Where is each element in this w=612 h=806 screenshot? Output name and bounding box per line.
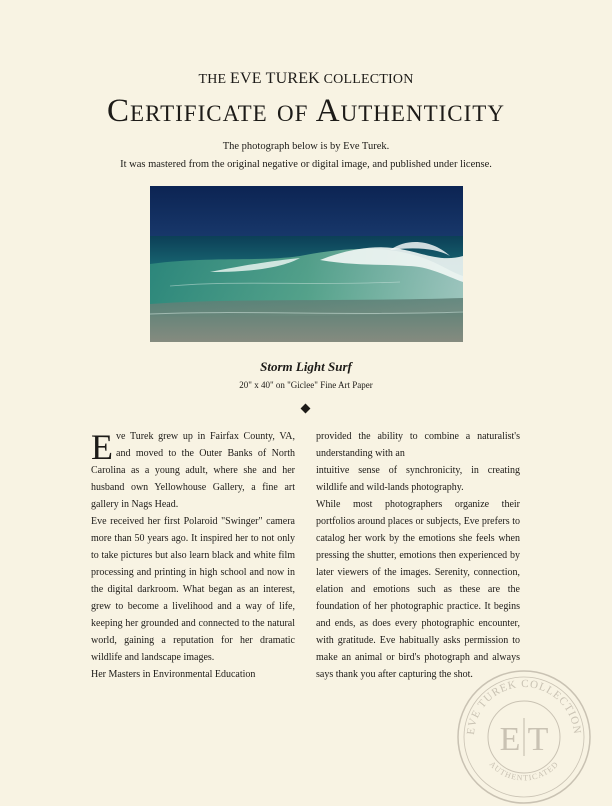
certificate-title: Certificate of Authenticity xyxy=(107,93,505,129)
bio-column-left xyxy=(91,428,295,683)
bio-column-right xyxy=(316,428,520,683)
diamond-ornament-icon xyxy=(301,404,311,414)
collection-suffix: COLLECTION xyxy=(319,72,414,87)
artwork-title: Storm Light Surf xyxy=(260,359,352,374)
intro-line-1: The photograph below is by Eve Turek. xyxy=(222,141,390,152)
intro-line-2: It was mastered from the original negative or digital image, and published under license. xyxy=(120,159,492,170)
surf-photograph xyxy=(150,186,463,342)
collection-prefix: THE xyxy=(198,72,230,87)
seal-monogram-left: E xyxy=(499,721,521,758)
bio-paragraph xyxy=(91,428,295,513)
seal-bottom-text: AUTHENTICATED xyxy=(487,759,561,783)
seal-monogram-right: T xyxy=(527,721,549,758)
bio-paragraph: Her Masters in Environmental Education xyxy=(91,669,256,680)
seal-top-text: EVE TUREK COLLECTION xyxy=(464,677,584,736)
bio-paragraph: intuitive sense of synchronicity, in creating wildlife and wild-lands photography. xyxy=(316,465,520,493)
collection-line xyxy=(0,71,612,88)
drop-cap: E xyxy=(91,427,113,467)
bio-paragraph: provided the ability to combine a naturalist's understanding with an xyxy=(316,431,520,459)
authentication-seal-icon xyxy=(455,668,593,806)
intro-text xyxy=(0,138,612,174)
bio-paragraph: While most photographers organize their portfolios around places or subjects, Eve prefers to catalog her work by the emotions she feels when pressing the shutter, emotions then experienced by later viewers of the images. Serenity, connection, elation and emotions such as these are the foundation of her photographic practice. It begins and ends, as does every photographic encounter, with gratitude. Eve habitually asks permission to make an animal or bird's photograph and always says thank you after capturing the shot. xyxy=(316,499,520,680)
bio-paragraph: Eve received her first Polaroid "Swinger" camera more than 50 years ago. It inspired her to not only to take pictures but also learn black and white film processing and printing in high school and now in the digital darkroom. What began as an interest, grew to become a livelihood and a way of life, keeping her grounded and connected to the natural world, gaining a reputation for her dramatic wildlife and landscape images. xyxy=(91,516,295,663)
bio-paragraph-text: ve Turek grew up in Fairfax County, VA, and moved to the Outer Banks of North Carolina as a young adult, where she and her husband own Yellowhouse Gallery, a fine art gallery in Nags Head. xyxy=(91,431,295,510)
collection-name: EVE TUREK xyxy=(229,70,320,87)
artwork-details: 20" x 40" on "Giclee" Fine Art Paper xyxy=(239,380,373,390)
